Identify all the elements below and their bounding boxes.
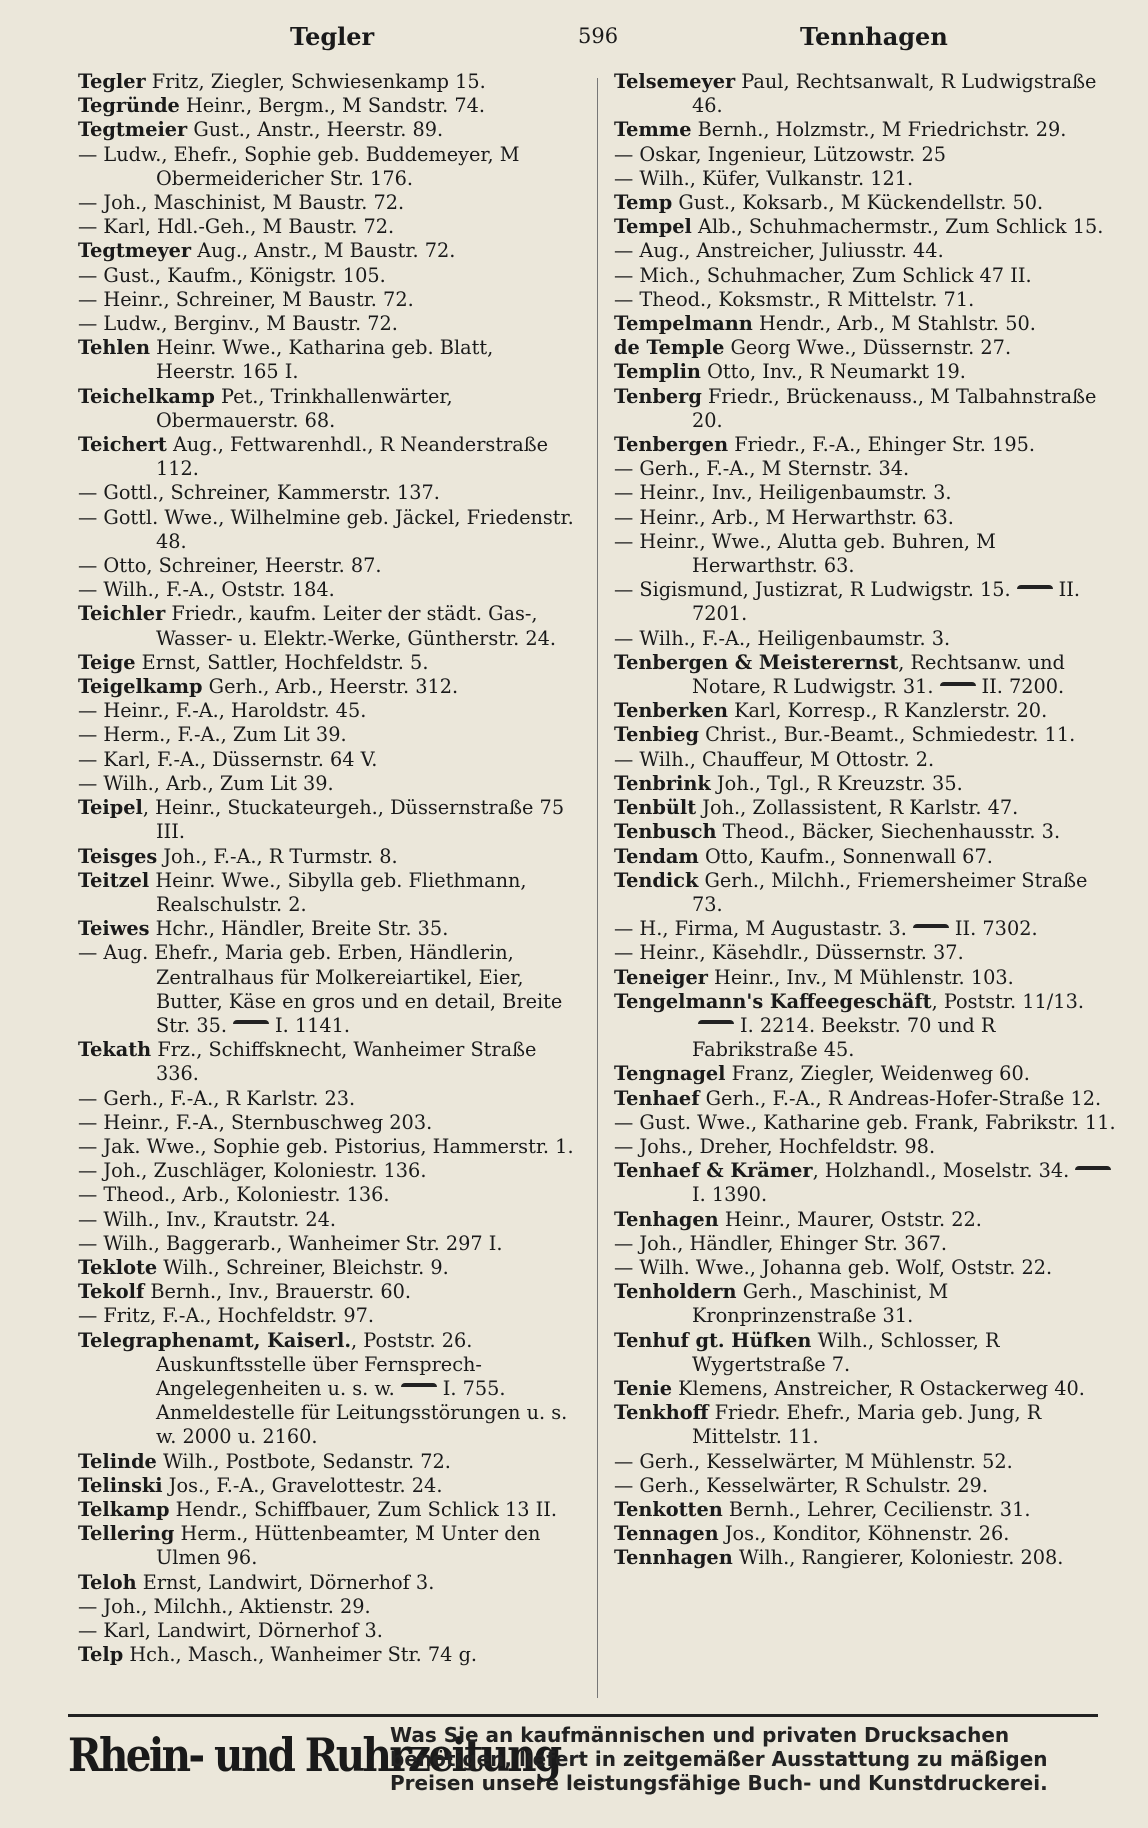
- entry-details: Heinr., Inv., M Mühlenstr. 103.: [707, 965, 1014, 989]
- entry-phone: I. 1141.: [274, 1013, 351, 1037]
- entry-details: , Poststr. 26. Auskunftsstelle über Fernsprech-Angelegenheiten u. s. w.: [156, 1328, 482, 1400]
- directory-entry: [614, 481, 1119, 505]
- directory-entry: [78, 1474, 578, 1498]
- entry-name: Teisges: [78, 844, 158, 868]
- entry-details: Gerh., Arb., Heerstr. 312.: [202, 675, 459, 699]
- directory-entry: [614, 239, 1119, 263]
- directory-entry: [614, 990, 1119, 1063]
- directory-entry: [614, 1111, 1119, 1135]
- entry-details: — Ludw., Ehefr., Sophie geb. Buddemeyer, M Obermeidericher Str. 176.: [78, 142, 520, 190]
- entry-details: , Poststr. 11/13.: [931, 989, 1084, 1013]
- entry-name: Tenberg: [614, 384, 702, 408]
- entry-name: Tengelmann's Kaffeegeschäft: [614, 989, 932, 1013]
- entry-details: — Gust., Kaufm., Königstr. 105.: [78, 263, 386, 287]
- entry-details: Ernst, Landwirt, Dörnerhof 3.: [136, 1570, 435, 1594]
- directory-entry: [614, 70, 1119, 118]
- entry-details: Otto, Kaufm., Sonnenwall 67.: [698, 844, 993, 868]
- directory-entry: [614, 1280, 1119, 1328]
- entry-details: — Karl, F.-A., Düssernstr. 64 V.: [78, 747, 378, 771]
- entry-details: — Johs., Dreher, Hochfeldstr. 98.: [614, 1134, 936, 1158]
- entry-name: Tenkotten: [614, 1497, 723, 1521]
- directory-entry: [78, 1256, 578, 1280]
- entry-details: Heinr., Bergm., M Sandstr. 74.: [179, 94, 486, 118]
- entry-name: Tengnagel: [614, 1062, 726, 1086]
- directory-entry: [614, 699, 1119, 723]
- entry-details: — Gerh., Kesselwärter, R Schulstr. 29.: [614, 1473, 988, 1497]
- entry-name: Tempel: [614, 215, 692, 239]
- entry-name: Tenbieg: [614, 723, 699, 747]
- telephone-icon: [1075, 1166, 1111, 1179]
- entry-name: Tenbergen: [614, 433, 729, 457]
- entry-details: Franz, Ziegler, Weidenweg 60.: [725, 1062, 1030, 1086]
- page-number: 596: [578, 24, 619, 48]
- directory-entry: [614, 578, 1119, 626]
- directory-entry: [614, 1401, 1119, 1449]
- entry-details: , Rechtsanw. und Notare, R Ludwigstr. 31.: [692, 650, 1065, 699]
- entry-details: — Wilh., Arb., Zum Lit 39.: [78, 771, 334, 795]
- entry-details: Wilh., Rangierer, Koloniestr. 208.: [732, 1546, 1064, 1570]
- directory-entry: [614, 264, 1119, 288]
- ad-line: Preisen unsere leistungsfähige Buch- und Kunstdruckerei.: [390, 1771, 1048, 1795]
- directory-entry: [78, 70, 578, 94]
- entry-details: Gerh., Milchh., Friemersheimer Straße 73.: [692, 868, 1088, 916]
- directory-entry: [78, 941, 578, 1038]
- directory-entry: [614, 143, 1119, 167]
- directory-entry: [614, 845, 1119, 869]
- entry-details: — Jak. Wwe., Sophie geb. Pistorius, Hammerstr. 1.: [78, 1134, 574, 1158]
- directory-entry: [78, 143, 578, 191]
- telephone-icon: [1017, 585, 1053, 598]
- directory-entry: [614, 191, 1119, 215]
- entry-name: Tegler: [78, 70, 146, 93]
- directory-entry: [614, 941, 1119, 965]
- column-divider: [597, 78, 598, 1698]
- ad-line: benötigen, liefert in zeitgemäßer Ausstattung zu mäßigen: [390, 1747, 1048, 1771]
- directory-entry: [78, 1304, 578, 1328]
- entry-name: Tenbusch: [614, 820, 717, 844]
- entry-name: Teiwes: [78, 917, 150, 941]
- right-column: [614, 70, 1119, 1571]
- entry-details: Pet., Trinkhallenwärter, Obermauerstr. 68.: [156, 384, 453, 432]
- telephone-icon: [401, 1383, 437, 1396]
- directory-entry: [614, 433, 1119, 457]
- entry-name: Tekath: [78, 1038, 152, 1062]
- entry-details: Friedr. Ehefr., Maria geb. Jung, R Mittelstr. 11.: [692, 1401, 1042, 1449]
- entry-name: Telegraphenamt, Kaiserl.: [78, 1328, 352, 1352]
- entry-details: — Sigismund, Justizrat, R Ludwigstr. 15.: [614, 578, 1011, 602]
- entry-name: Teichler: [78, 602, 166, 626]
- directory-entry: [614, 1377, 1119, 1401]
- entry-name: Teklote: [78, 1255, 158, 1279]
- directory-entry: [78, 602, 578, 650]
- entry-details: Wilh., Postbote, Sedanstr. 72.: [156, 1449, 451, 1473]
- entry-details: — Gust. Wwe., Katharine geb. Frank, Fabrikstr. 11.: [614, 1110, 1116, 1134]
- directory-entry: [78, 651, 578, 675]
- directory-entry: [614, 1329, 1119, 1377]
- entry-details: — Joh., Maschinist, M Baustr. 72.: [78, 191, 405, 215]
- entry-name: Tenhaef & Krämer: [614, 1159, 813, 1183]
- directory-entry: [78, 1329, 578, 1450]
- entry-details: — Ludw., Berginv., M Baustr. 72.: [78, 312, 398, 336]
- entry-name: Telsemeyer: [614, 70, 736, 93]
- directory-entry: [614, 1135, 1119, 1159]
- entry-details: Christ., Bur.-Beamt., Schmiedestr. 11.: [698, 723, 1076, 747]
- entry-name: Teitzel: [78, 868, 150, 892]
- entry-details: — Heinr., Schreiner, M Baustr. 72.: [78, 287, 414, 311]
- entry-details: Otto, Inv., R Neumarkt 19.: [700, 360, 966, 384]
- telephone-icon: [940, 682, 976, 695]
- entry-details: — Karl, Landwirt, Dörnerhof 3.: [78, 1619, 383, 1642]
- directory-entry: [614, 360, 1119, 384]
- directory-entry: [614, 457, 1119, 481]
- entry-details: Klemens, Anstreicher, R Ostackerweg 40.: [672, 1376, 1085, 1400]
- entry-details: — Gottl., Schreiner, Kammerstr. 137.: [78, 481, 440, 505]
- entry-details: Wilh., Schreiner, Bleichstr. 9.: [157, 1255, 449, 1279]
- entry-name: Teige: [78, 650, 136, 674]
- directory-entry: [78, 1522, 578, 1570]
- entry-details: Heinr., Maurer, Oststr. 22.: [718, 1207, 982, 1231]
- entry-details: — Wilh. Wwe., Johanna geb. Wolf, Oststr. 22.: [614, 1255, 1053, 1279]
- entry-details: Jos., Konditor, Köhnenstr. 26.: [718, 1522, 1010, 1546]
- entry-details: — Aug., Anstreicher, Juliusstr. 44.: [614, 239, 944, 263]
- entry-details: Georg Wwe., Düssernstr. 27.: [724, 336, 1012, 360]
- entry-details: , Holzhandl., Moselstr. 34.: [812, 1159, 1070, 1183]
- directory-entry: [614, 1159, 1119, 1207]
- directory-entry: [78, 118, 578, 142]
- entry-name: Tenhaef: [614, 1086, 700, 1110]
- directory-entry: [614, 917, 1119, 941]
- directory-entry: [78, 1087, 578, 1111]
- directory-entry: [614, 215, 1119, 239]
- entry-details: Gust., Koksarb., M Kückendellstr. 50.: [672, 191, 1044, 215]
- directory-entry: [614, 167, 1119, 191]
- directory-entry: [614, 530, 1119, 578]
- entry-details: Aug., Anstr., M Baustr. 72.: [191, 239, 456, 263]
- directory-entry: [78, 675, 578, 699]
- entry-name: Tekolf: [78, 1280, 145, 1304]
- entry-details: Theod., Bäcker, Siechenhausstr. 3.: [716, 820, 1061, 844]
- entry-details: Gust., Anstr., Heerstr. 89.: [187, 118, 444, 142]
- directory-entry: [614, 627, 1119, 651]
- directory-entry: [614, 336, 1119, 360]
- entry-details: Joh., F.-A., R Turmstr. 8.: [157, 844, 398, 868]
- directory-entry: [614, 651, 1119, 699]
- entry-details: Alb., Schuhmachermstr., Zum Schlick 15.: [691, 215, 1104, 239]
- entry-details: Gerh., F.-A., R Andreas-Hofer-Straße 12.: [699, 1086, 1102, 1110]
- entry-details: Heinr. Wwe., Sibylla geb. Fliethmann, Realschulstr. 2.: [149, 868, 527, 916]
- directory-entry: [614, 1546, 1119, 1570]
- directory-entry: [78, 699, 578, 723]
- entry-details: Bernh., Holzmstr., M Friedrichstr. 29.: [691, 118, 1067, 142]
- left-column: [78, 70, 578, 1667]
- entry-details: Paul, Rechtsanwalt, R Ludwigstraße 46.: [692, 70, 1097, 118]
- directory-entry: [78, 1232, 578, 1256]
- directory-entry: [614, 1232, 1119, 1256]
- directory-entry: [78, 1183, 578, 1207]
- entry-details: , Heinr., Stuckateurgeh., Düssernstraße 75 III.: [142, 796, 565, 844]
- directory-entry: [614, 1062, 1119, 1086]
- entry-details: — Joh., Händler, Ehinger Str. 367.: [614, 1231, 947, 1255]
- page-header: [70, 22, 1108, 62]
- entry-name: Telinde: [78, 1449, 157, 1473]
- entry-details: — Wilh., F.-A., Oststr. 184.: [78, 578, 335, 602]
- entry-name: Tenberken: [614, 699, 728, 723]
- entry-details: Gerh., Maschinist, M Kronprinzenstraße 31.: [692, 1280, 949, 1328]
- directory-entry: [78, 481, 578, 505]
- entry-phone: II. 7302.: [954, 917, 1038, 941]
- entry-details: Jos., F.-A., Gravelottestr. 24.: [162, 1473, 443, 1497]
- directory-entry: [78, 845, 578, 869]
- entry-name: Tehlen: [78, 336, 151, 360]
- entry-details: Bernh., Lehrer, Cecilienstr. 31.: [722, 1497, 1031, 1521]
- entry-phone: II. 7201.: [692, 578, 1081, 626]
- entry-details: — Otto, Schreiner, Heerstr. 87.: [78, 554, 382, 578]
- directory-entry: [78, 1450, 578, 1474]
- directory-entry: [78, 1159, 578, 1183]
- entry-details: — Aug. Ehefr., Maria geb. Erben, Händlerin, Zentralhaus für Molkereiartikel, Eier, Butter, Käse en gros und en detail, Breite Str. 35.: [78, 941, 563, 1037]
- entry-name: Tennhagen: [614, 1546, 733, 1570]
- entry-details: — Joh., Milchh., Aktienstr. 29.: [78, 1594, 371, 1618]
- directory-entry: [78, 723, 578, 747]
- directory-entry: [614, 772, 1119, 796]
- entry-details: — Herm., F.-A., Zum Lit 39.: [78, 723, 347, 747]
- entry-details: Hendr., Schiffbauer, Zum Schlick 13 II.: [169, 1497, 558, 1521]
- entry-name: Telkamp: [78, 1497, 170, 1521]
- entry-details: — Gerh., F.-A., M Sternstr. 34.: [614, 457, 910, 481]
- entry-details: Hchr., Händler, Breite Str. 35.: [149, 917, 449, 941]
- directory-entry: [78, 1208, 578, 1232]
- entry-name: Tegtmeier: [78, 118, 188, 142]
- directory-entry: [78, 312, 578, 336]
- directory-entry: [78, 264, 578, 288]
- entry-name: de Temple: [614, 336, 725, 360]
- telephone-icon: [233, 1020, 269, 1033]
- directory-entry: [78, 385, 578, 433]
- entry-details: Hch., Masch., Wanheimer Str. 74 g.: [123, 1643, 478, 1667]
- header-left-title: Tegler: [290, 22, 375, 51]
- entry-details: — Mich., Schuhmacher, Zum Schlick 47 II.: [614, 263, 1032, 287]
- directory-entry: [78, 1595, 578, 1619]
- telephone-icon: [698, 1020, 734, 1033]
- directory-entry: [78, 796, 578, 844]
- entry-phone: I. 2214. Beekstr. 70 und R Fabrikstraße 45.: [692, 1013, 996, 1062]
- directory-entry: [78, 917, 578, 941]
- directory-entry: [78, 1038, 578, 1086]
- entry-name: Teichert: [78, 433, 167, 457]
- entry-name: Telp: [78, 1643, 124, 1667]
- entry-name: Tendick: [614, 868, 699, 892]
- entry-name: Teichelkamp: [78, 384, 215, 408]
- entry-details: — Theod., Arb., Koloniestr. 136.: [78, 1183, 390, 1207]
- entry-name: Templin: [614, 360, 701, 384]
- entry-details: — Heinr., F.-A., Haroldstr. 45.: [78, 699, 367, 723]
- directory-entry: [614, 385, 1119, 433]
- entry-name: Tenholdern: [614, 1280, 737, 1304]
- entry-details: Herm., Hüttenbeamter, M Unter den Ulmen 96.: [156, 1522, 541, 1570]
- directory-entry: [78, 1111, 578, 1135]
- entry-name: Tegründe: [78, 94, 180, 118]
- directory-entry: [614, 1208, 1119, 1232]
- advertisement-footer: [68, 1714, 1098, 1805]
- entry-details: — H., Firma, M Augustastr. 3.: [614, 917, 907, 941]
- entry-details: — Karl, Hdl.-Geh., M Baustr. 72.: [78, 215, 395, 239]
- entry-name: Tenhagen: [614, 1207, 719, 1231]
- entry-name: Tenkhoff: [614, 1401, 709, 1425]
- directory-entry: [78, 1571, 578, 1595]
- entry-details: — Fritz, F.-A., Hochfeldstr. 97.: [78, 1304, 375, 1328]
- directory-entry: [614, 1087, 1119, 1111]
- directory-entry: [78, 772, 578, 796]
- entry-details: Hendr., Arb., M Stahlstr. 50.: [752, 312, 1036, 336]
- directory-entry: [614, 118, 1119, 142]
- entry-details: — Wilh., Küfer, Vulkanstr. 121.: [614, 166, 914, 190]
- entry-details: — Heinr., Inv., Heiligenbaumstr. 3.: [614, 481, 952, 505]
- ad-line: Was Sie an kaufmännischen und privaten Drucksachen: [390, 1723, 1010, 1747]
- telephone-icon: [913, 924, 949, 937]
- directory-entry: [614, 1256, 1119, 1280]
- directory-entry: [78, 1643, 578, 1667]
- entry-details: Heinr. Wwe., Katharina geb. Blatt, Heerstr. 165 I.: [150, 336, 494, 384]
- entry-details: Bernh., Inv., Brauerstr. 60.: [144, 1280, 412, 1304]
- directory-entry: [78, 1498, 578, 1522]
- directory-entry: [614, 966, 1119, 990]
- entry-details: Friedr., F.-A., Ehinger Str. 195.: [728, 433, 1035, 457]
- entry-name: Tenbergen & Meisterernst: [614, 650, 899, 674]
- directory-entry: [78, 433, 578, 481]
- entry-phone: I. 1390.: [692, 1183, 768, 1207]
- entry-details: — Heinr., Käsehdlr., Düssernstr. 37.: [614, 941, 964, 965]
- entry-details: — Joh., Zuschläger, Koloniestr. 136.: [78, 1159, 427, 1183]
- directory-entry: [614, 748, 1119, 772]
- entry-details: — Wilh., Chauffeur, M Ottostr. 2.: [614, 747, 935, 771]
- entry-name: Temme: [614, 118, 692, 142]
- entry-name: Tendam: [614, 844, 699, 868]
- directory-entry: [614, 723, 1119, 747]
- entry-details: Friedr., kaufm. Leiter der städt. Gas-, Wasser- u. Elektr.-Werke, Güntherstr. 24.: [156, 602, 557, 650]
- entry-details: — Wilh., Inv., Krautstr. 24.: [78, 1207, 336, 1231]
- header-right-title: Tennhagen: [800, 22, 948, 51]
- directory-entry: [614, 506, 1119, 530]
- entry-name: Temp: [614, 191, 673, 215]
- directory-entry: [78, 869, 578, 917]
- entry-details: — Gerh., F.-A., R Karlstr. 23.: [78, 1086, 356, 1110]
- entry-details: — Heinr., Arb., M Herwarthstr. 63.: [614, 505, 954, 529]
- entry-details: — Gottl. Wwe., Wilhelmine geb. Jäckel, Friedenstr. 48.: [78, 505, 574, 553]
- directory-entry: [78, 578, 578, 602]
- directory-entry: [78, 239, 578, 263]
- entry-name: Teigelkamp: [78, 675, 203, 699]
- directory-entry: [78, 748, 578, 772]
- entry-name: Tellering: [78, 1522, 175, 1546]
- directory-entry: [78, 288, 578, 312]
- entry-details: — Heinr., Wwe., Alutta geb. Buhren, M Herwarthstr. 63.: [614, 529, 996, 578]
- entry-details: — Gerh., Kesselwärter, M Mühlenstr. 52.: [614, 1449, 1013, 1473]
- entry-details: Fritz, Ziegler, Schwiesenkamp 15.: [145, 70, 486, 93]
- entry-details: Joh., Tgl., R Kreuzstr. 35.: [710, 771, 963, 795]
- entry-details: Ernst, Sattler, Hochfeldstr. 5.: [135, 650, 429, 674]
- entry-details: — Heinr., F.-A., Sternbuschweg 203.: [78, 1110, 433, 1134]
- entry-phone: II. 7200.: [981, 675, 1065, 699]
- directory-entry: [614, 820, 1119, 844]
- directory-entry: [614, 796, 1119, 820]
- entry-details: — Wilh., Baggerarb., Wanheimer Str. 297 I.: [78, 1231, 503, 1255]
- directory-entry: [78, 215, 578, 239]
- directory-entry: [78, 336, 578, 384]
- directory-entry: [614, 1498, 1119, 1522]
- directory-entry: [614, 869, 1119, 917]
- directory-entry: [78, 554, 578, 578]
- directory-entry: [614, 1522, 1119, 1546]
- entry-name: Tegtmeyer: [78, 239, 192, 263]
- directory-entry: [614, 288, 1119, 312]
- directory-entry: [614, 312, 1119, 336]
- entry-details: Friedr., Brückenauss., M Talbahnstraße 20.: [692, 384, 1097, 432]
- entry-name: Telinski: [78, 1473, 163, 1497]
- directory-entry: [78, 1135, 578, 1159]
- entry-details: Karl, Korresp., R Kanzlerstr. 20.: [727, 699, 1048, 723]
- entry-details: — Wilh., F.-A., Heiligenbaumstr. 3.: [614, 626, 951, 650]
- entry-name: Teloh: [78, 1570, 137, 1594]
- entry-name: Tenbült: [614, 796, 697, 820]
- entry-name: Tempelmann: [614, 312, 753, 336]
- directory-entry: [78, 94, 578, 118]
- newspaper-brand: Rhein- und Ruhrzeitung: [68, 1728, 560, 1782]
- directory-entry: [614, 1450, 1119, 1474]
- entry-name: Tennagen: [614, 1522, 719, 1546]
- directory-entry: [78, 1280, 578, 1304]
- entry-name: Tenbrink: [614, 771, 711, 795]
- entry-name: Tenhuf gt. Hüfken: [614, 1328, 812, 1352]
- entry-name: Teneiger: [614, 965, 708, 989]
- entry-phone: I. 755. Anmeldestelle für Leitungsstörungen u. s. w. 2000 u. 2160.: [156, 1376, 568, 1449]
- entry-details: — Oskar, Ingenieur, Lützowstr. 25: [614, 142, 946, 166]
- advertisement-text: [390, 1723, 1100, 1795]
- entry-details: Joh., Zollassistent, R Karlstr. 47.: [696, 796, 1019, 820]
- entry-details: Frz., Schiffsknecht, Wanheimer Straße 336.: [151, 1038, 537, 1086]
- entry-details: — Theod., Koksmstr., R Mittelstr. 71.: [614, 287, 975, 311]
- directory-entry: [614, 1474, 1119, 1498]
- entry-details: Aug., Fettwarenhdl., R Neanderstraße 112.: [156, 433, 549, 481]
- directory-entry: [78, 191, 578, 215]
- directory-entry: [78, 506, 578, 554]
- entry-details: Wilh., Schlosser, R Wygertstraße 7.: [692, 1328, 1000, 1376]
- entry-name: Tenie: [614, 1376, 673, 1400]
- directory-entry: [78, 1619, 578, 1643]
- entry-name: Teipel: [78, 796, 143, 820]
